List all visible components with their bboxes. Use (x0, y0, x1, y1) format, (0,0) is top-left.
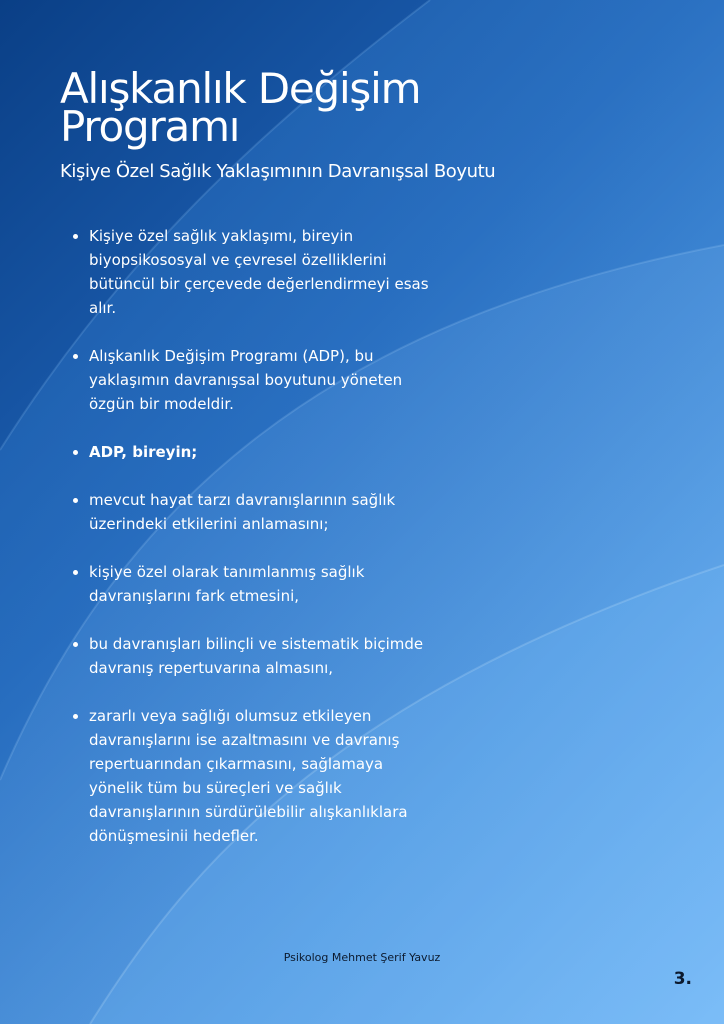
list-item: zararlı veya sağlığı olumsuz etkileyen davranışlarını ise azaltmasını ve davranış repertuarından çıkarmasını, sağlamaya yönelik tüm bu süreçleri ve sağlık davranışlarının sürdürülebilir alışkanlıklara dönüşmesinii hedefler. (70, 704, 430, 848)
author-name: Psikolog Mehmet Şerif Yavuz (283, 951, 441, 964)
list-item: mevcut hayat tarzı davranışlarının sağlık üzerindeki etkilerini anlamasını; (70, 488, 430, 536)
list-item: Kişiye özel sağlık yaklaşımı, bireyin biyopsikososyal ve çevresel özelliklerini bütüncül bir çerçevede değerlendirmeyi esas alır. (70, 224, 430, 320)
list-item: bu davranışları bilinçli ve sistematik biçimde davranış repertuvarına almasını, (70, 632, 430, 680)
bullet-list (70, 224, 430, 848)
page-subtitle: Kişiye Özel Sağlık Yaklaşımının Davranışsal Boyutu (60, 161, 496, 182)
page-number: 3. (673, 969, 692, 989)
page-title: Alışkanlık Değişim Programı (60, 64, 421, 151)
list-item: Alışkanlık Değişim Programı (ADP), bu yaklaşımın davranışsal boyutunu yöneten özgün bir modeldir. (70, 344, 430, 416)
list-item: ADP, bireyin; (70, 440, 430, 464)
list-item: kişiye özel olarak tanımlanmış sağlık davranışlarını fark etmesini, (70, 560, 430, 608)
